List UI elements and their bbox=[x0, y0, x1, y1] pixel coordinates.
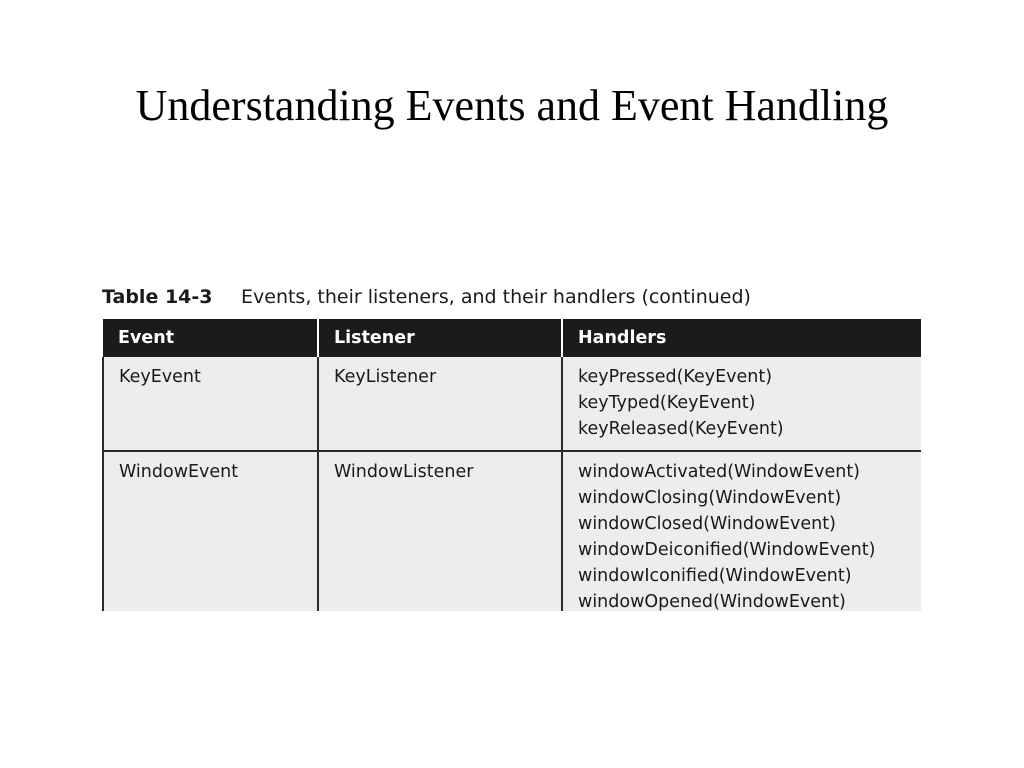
handler-item: keyPressed(KeyEvent) bbox=[578, 367, 773, 387]
handler-item: keyReleased(KeyEvent) bbox=[578, 419, 784, 439]
handler-item: windowActivated(WindowEvent) bbox=[578, 462, 861, 482]
header-event: Event bbox=[103, 319, 318, 357]
cell-event: KeyEvent bbox=[103, 357, 318, 451]
handler-item: windowIconified(WindowEvent) bbox=[578, 566, 852, 586]
table-row bbox=[103, 357, 921, 451]
slide-title: Understanding Events and Event Handling bbox=[135, 81, 889, 130]
cell-handlers bbox=[562, 451, 921, 611]
header-handlers: Handlers bbox=[562, 319, 921, 357]
table-caption bbox=[102, 283, 751, 311]
table-row bbox=[103, 451, 921, 611]
handler-item: windowClosing(WindowEvent) bbox=[578, 488, 842, 508]
cell-listener: WindowListener bbox=[318, 451, 562, 611]
header-listener: Listener bbox=[318, 319, 562, 357]
events-table-container bbox=[102, 319, 921, 611]
cell-event: WindowEvent bbox=[103, 451, 318, 611]
table-caption-text: Events, their listeners, and their handlers (continued) bbox=[241, 286, 751, 308]
cell-listener: KeyListener bbox=[318, 357, 562, 451]
handler-item: windowDeiconified(WindowEvent) bbox=[578, 540, 876, 560]
table-caption-label: Table 14-3 bbox=[102, 286, 213, 308]
table-header-row bbox=[103, 319, 921, 357]
handler-item: windowClosed(WindowEvent) bbox=[578, 514, 836, 534]
handler-item: windowOpened(WindowEvent) bbox=[578, 592, 846, 611]
events-table bbox=[102, 319, 921, 611]
cell-handlers bbox=[562, 357, 921, 451]
handler-item: keyTyped(KeyEvent) bbox=[578, 393, 756, 413]
